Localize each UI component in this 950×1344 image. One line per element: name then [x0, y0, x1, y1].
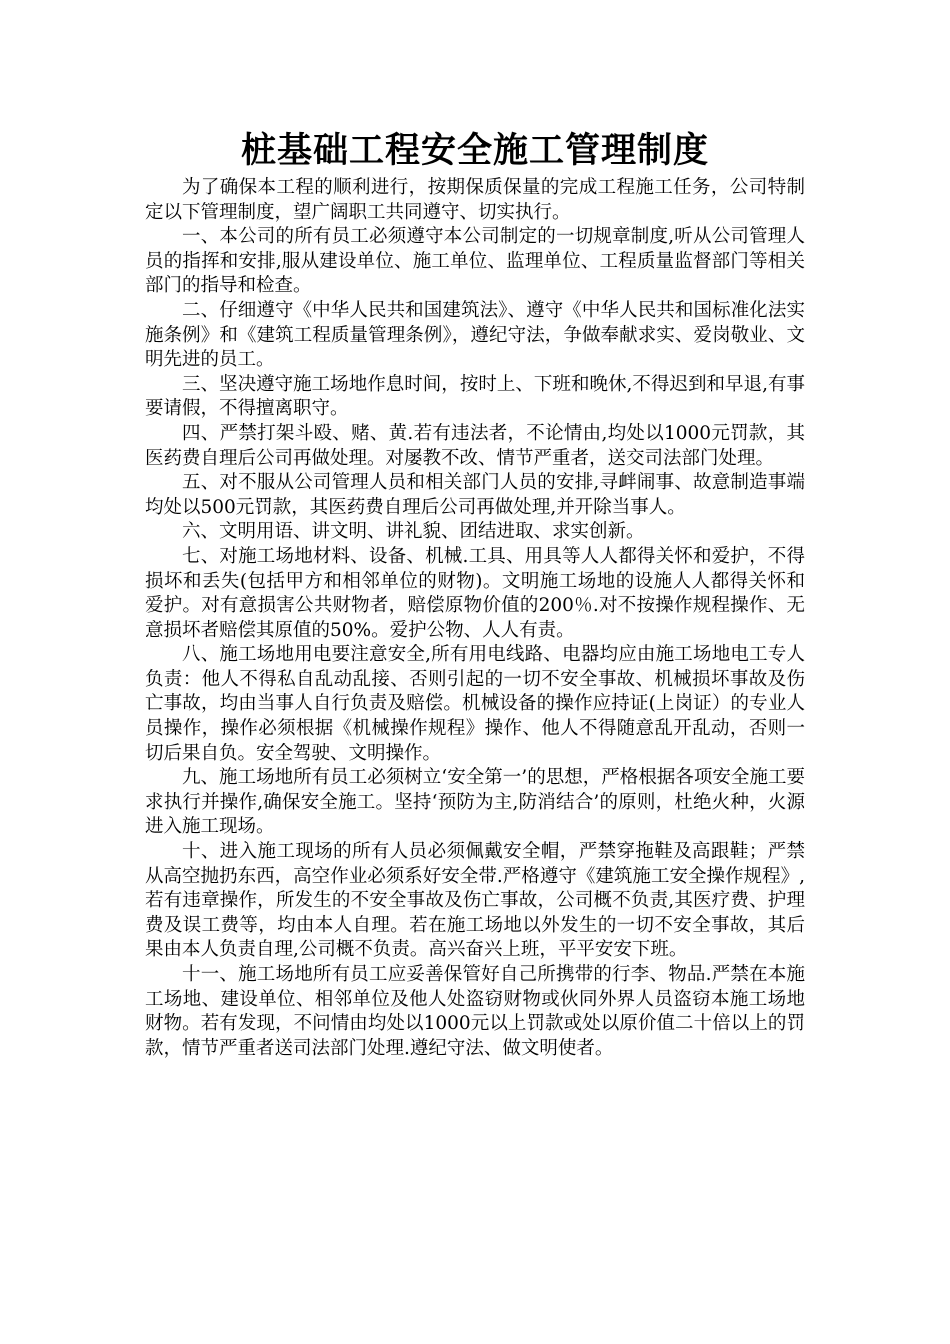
- paragraph-rule-10: 十、进入施工现场的所有人员必须佩戴安全帽，严禁穿拖鞋及高跟鞋；严禁从高空抛扔东西，高空作业必须系好安全带.严格遵守《建筑施工安全操作规程》,若有违章操作，所发生的不安全事故及伤亡事故，公司概不负责,其医疗费、护理费及误工费等，均由本人自理。若在施工场地以外发生的一切不安全事故，其后果由本人负责自理,公司概不负责。高兴奋兴上班，平平安安下班。: [145, 841, 805, 961]
- paragraph-intro: 为了确保本工程的顺利进行，按期保质保量的完成工程施工任务，公司特制定以下管理制度，望广阔职工共同遵守、切实执行。: [145, 177, 805, 223]
- document-title: 桩基础工程安全施工管理制度: [240, 130, 709, 171]
- paragraph-rule-9: 九、施工场地所有员工必须树立‘安全第一’的思想，严格根据各项安全施工要求执行并操作,确保安全施工。坚持‘预防为主,防消结合’的原则，杜绝火种，火源进入施工现场。: [145, 767, 805, 838]
- paragraph-rule-8: 八、施工场地用电要注意安全,所有用电线路、电器均应由施工场地电工专人负责：他人不得私自乱动乱接、否则引起的一切不安全事故、机械损坏事故及伤亡事故，均由当事人自行负责及赔偿。机械设备的操作应持证(上岗证）的专业人员操作，操作必须根据《机械操作规程》操作、他人不得随意乱开乱动，否则一切后果自负。安全驾驶、文明操作。: [145, 644, 805, 764]
- paragraph-rule-11: 十一、施工场地所有员工应妥善保管好自己所携带的行李、物品.严禁在本施工场地、建设单位、相邻单位及他人处盗窃财物或伙同外界人员盗窃本施工场地财物。若有发现，不问情由均处以1000元以上罚款或处以原价值二十倍以上的罚款，情节严重者送司法部门处理.遵纪守法、做文明使者。: [145, 964, 805, 1059]
- document-page: [145, 128, 805, 1061]
- paragraph-rule-5: 五、对不服从公司管理人员和相关部门人员的安排,寻衅闹事、故意制造事端均处以500元罚款，其医药费自理后公司再做处理,并开除当事人。: [145, 472, 805, 518]
- paragraph-rule-6: 六、文明用语、讲文明、讲礼貌、团结进取、求实创新。: [182, 521, 645, 543]
- paragraph-rule-1: 一、本公司的所有员工必须遵守本公司制定的一切规章制度,听从公司管理人员的指挥和安排,服从建设单位、施工单位、监理单位、工程质量监督部门等相关部门的指导和检查。: [145, 226, 805, 297]
- paragraph-rule-4: 四、严禁打架斗殴、赌、黄.若有违法者，不论情由,均处以1000元罚款，其医药费自理后公司再做处理。对屡教不改、情节严重者，送交司法部门处理。: [145, 422, 805, 469]
- paragraph-rule-2: 二、仔细遵守《中华人民共和国建筑法》、遵守《中华人民共和国标准化法实施条例》和《建筑工程质量管理条例》，遵纪守法，争做奉献求实、爱岗敬业、文明先进的员工。: [145, 299, 805, 371]
- paragraph-rule-7: 七、对施工场地材料、设备、机械.工具、用具等人人都得关怀和爱护，不得损坏和丢失(包括甲方和相邻单位的财物)。文明施工场地的设施人人都得关怀和爱护。对有意损害公共财物者，赔偿原物价值的200％.对不按操作规程操作、无意损坏者赔偿其原值的50%。爱护公物、人人有责。: [145, 545, 805, 641]
- paragraph-rule-3: 三、坚决遵守施工场地作息时间，按时上、下班和晚休,不得迟到和早退,有事要请假，不得擅离职守。: [145, 373, 805, 420]
